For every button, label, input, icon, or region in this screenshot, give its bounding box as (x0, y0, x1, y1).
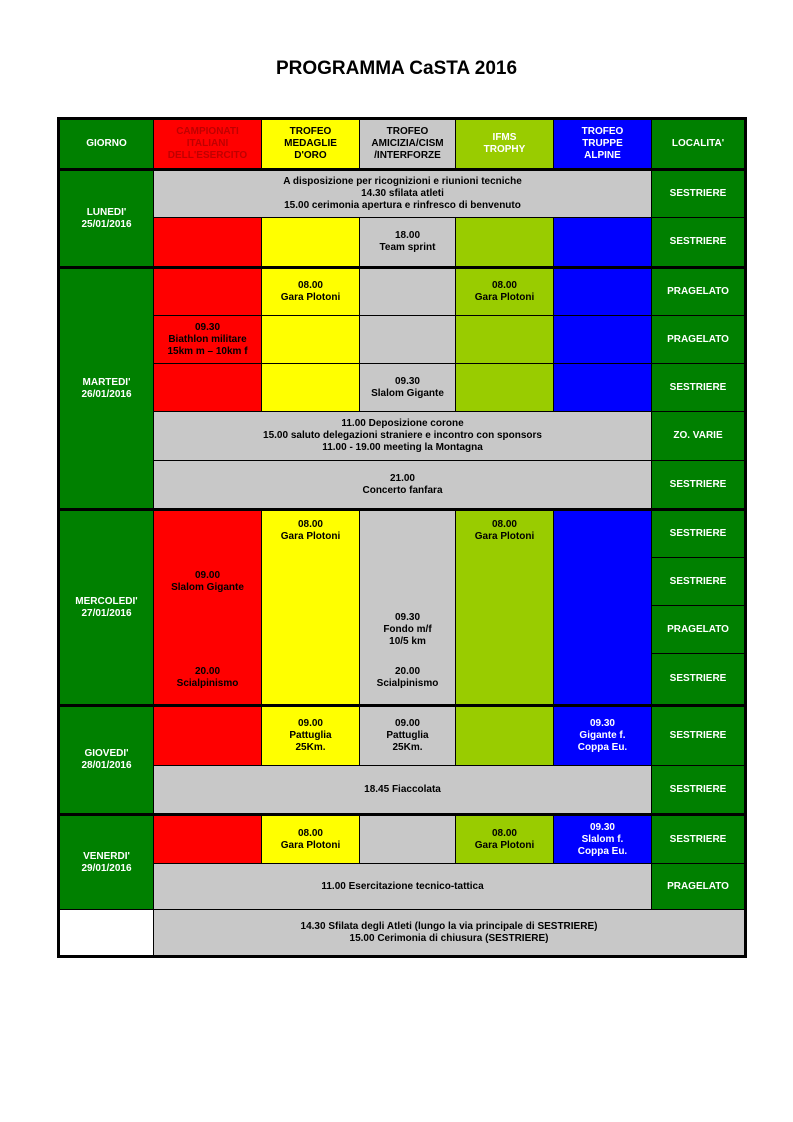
header-localita: LOCALITA' (651, 119, 745, 169)
event-gio-fiaccolata: 18.45 Fiaccolata (153, 765, 652, 814)
event-mar-plotoni-medaglie: 08.00 Gara Plotoni (261, 268, 360, 316)
cell-ven-amicizia (359, 815, 456, 864)
event-ven-chiusura: 14.30 Sfilata degli Atleti (lungo la via principale di SESTRIERE) 15.00 Cerimonia di chiusura (SESTRIERE) (153, 909, 745, 956)
day-mercoledi: MERCOLEDI' 27/01/2016 (59, 510, 154, 705)
cell-mar1-alpine (553, 268, 652, 316)
cell-lun-alpine (553, 217, 652, 267)
event-mar-plotoni-ifms: 08.00 Gara Plotoni (455, 268, 554, 316)
cell-mar2-medaglie (261, 315, 360, 364)
location-mer-2: SESTRIERE (651, 557, 745, 606)
header-giorno: GIORNO (59, 119, 154, 169)
page-title: PROGRAMMA CaSTA 2016 (275, 58, 518, 79)
event-mar-concerto: 21.00 Concerto fanfara (153, 460, 652, 509)
day-lunedi: LUNEDI' 25/01/2016 (59, 170, 154, 267)
location-ven-2: PRAGELATO (651, 863, 745, 910)
cell-mar2-alpine (553, 315, 652, 364)
location-lun-2: SESTRIERE (651, 217, 745, 267)
event-ven-plotoni-medaglie: 08.00 Gara Plotoni (261, 815, 360, 864)
day-giovedi: GIOVEDI' 28/01/2016 (59, 706, 154, 814)
event-lun-team-sprint: 18.00 Team sprint (359, 217, 456, 267)
location-gio-2: SESTRIERE (651, 765, 745, 814)
col-mer-alpine (553, 510, 652, 705)
header-alpine: TROFEO TRUPPE ALPINE (553, 119, 652, 169)
header-ifms: IFMS TROPHY (455, 119, 554, 169)
event-mar-corone: 11.00 Deposizione corone 15.00 saluto delegazioni straniere e incontro con sponsors 11.00 - 19.00 meeting la Montagna (153, 411, 652, 461)
event-gio-gigante: 09.30 Gigante f. Coppa Eu. (553, 706, 652, 766)
cell-ven-campionati (153, 815, 262, 864)
cell-mar3-alpine (553, 363, 652, 412)
event-ven-esercitazione: 11.00 Esercitazione tecnico-tattica (153, 863, 652, 910)
event-ven-slalom: 09.30 Slalom f. Coppa Eu. (553, 815, 652, 864)
location-mar-1: PRAGELATO (651, 268, 745, 316)
location-lun-1: SESTRIERE (651, 170, 745, 218)
cell-mar3-ifms (455, 363, 554, 412)
cell-mar1-campionati (153, 268, 262, 316)
cell-mar3-campionati (153, 363, 262, 412)
event-mar-slalom: 09.30 Slalom Gigante (359, 363, 456, 412)
location-mer-4: SESTRIERE (651, 653, 745, 705)
day-venerdi: VENERDI' 29/01/2016 (59, 815, 154, 910)
cell-mar1-amicizia (359, 268, 456, 316)
event-mer-plotoni-ifms: 08.00 Gara Plotoni (455, 510, 554, 705)
col-mer-campionati (153, 510, 262, 705)
event-gio-pattuglia-amicizia: 09.00 Pattuglia 25Km. (359, 706, 456, 766)
cell-lun-medaglie (261, 217, 360, 267)
cell-lun-ifms (455, 217, 554, 267)
event-mer-scialp-campionati: 20.00 Scialpinismo (176, 666, 239, 689)
location-mer-1: SESTRIERE (651, 510, 745, 558)
header-campionati: CAMPIONATI ITALIANI DELL'ESERCITO (153, 119, 262, 169)
location-mer-3: PRAGELATO (651, 605, 745, 654)
header-medaglie: TROFEO MEDAGLIE D'ORO (261, 119, 360, 169)
location-gio-1: SESTRIERE (651, 706, 745, 766)
cell-closing-blank (59, 909, 154, 956)
header-amicizia: TROFEO AMICIZIA/CISM /INTERFORZE (359, 119, 456, 169)
cell-lun-campionati (153, 217, 262, 267)
cell-mar2-ifms (455, 315, 554, 364)
location-mar-2: PRAGELATO (651, 315, 745, 364)
location-mar-4: ZO. VARIE (651, 411, 745, 461)
location-mar-3: SESTRIERE (651, 363, 745, 412)
event-mer-scialp-amicizia: 20.00 Scialpinismo (376, 666, 439, 689)
event-ven-plotoni-ifms: 08.00 Gara Plotoni (455, 815, 554, 864)
event-mer-slalom: 09.00 Slalom Gigante (171, 570, 244, 593)
cell-mar3-medaglie (261, 363, 360, 412)
cell-mar2-amicizia (359, 315, 456, 364)
event-mer-plotoni-medaglie: 08.00 Gara Plotoni (261, 510, 360, 705)
location-mar-5: SESTRIERE (651, 460, 745, 509)
cell-gio-campionati (153, 706, 262, 766)
event-lun-opening: A disposizione per ricognizioni e riunioni tecniche 14.30 sfilata atleti 15.00 cerimonia apertura e rinfresco di benvenuto (153, 170, 652, 218)
day-martedi: MARTEDI' 26/01/2016 (59, 268, 154, 509)
schedule-table (57, 117, 747, 958)
event-gio-pattuglia-medaglie: 09.00 Pattuglia 25Km. (261, 706, 360, 766)
location-ven-1: SESTRIERE (651, 815, 745, 864)
event-mar-biathlon: 09.30 Biathlon militare 15km m – 10km f (153, 315, 262, 364)
cell-gio-ifms (455, 706, 554, 766)
col-mer-amicizia (359, 510, 456, 705)
event-mer-fondo: 09.30 Fondo m/f 10/5 km (383, 612, 432, 647)
